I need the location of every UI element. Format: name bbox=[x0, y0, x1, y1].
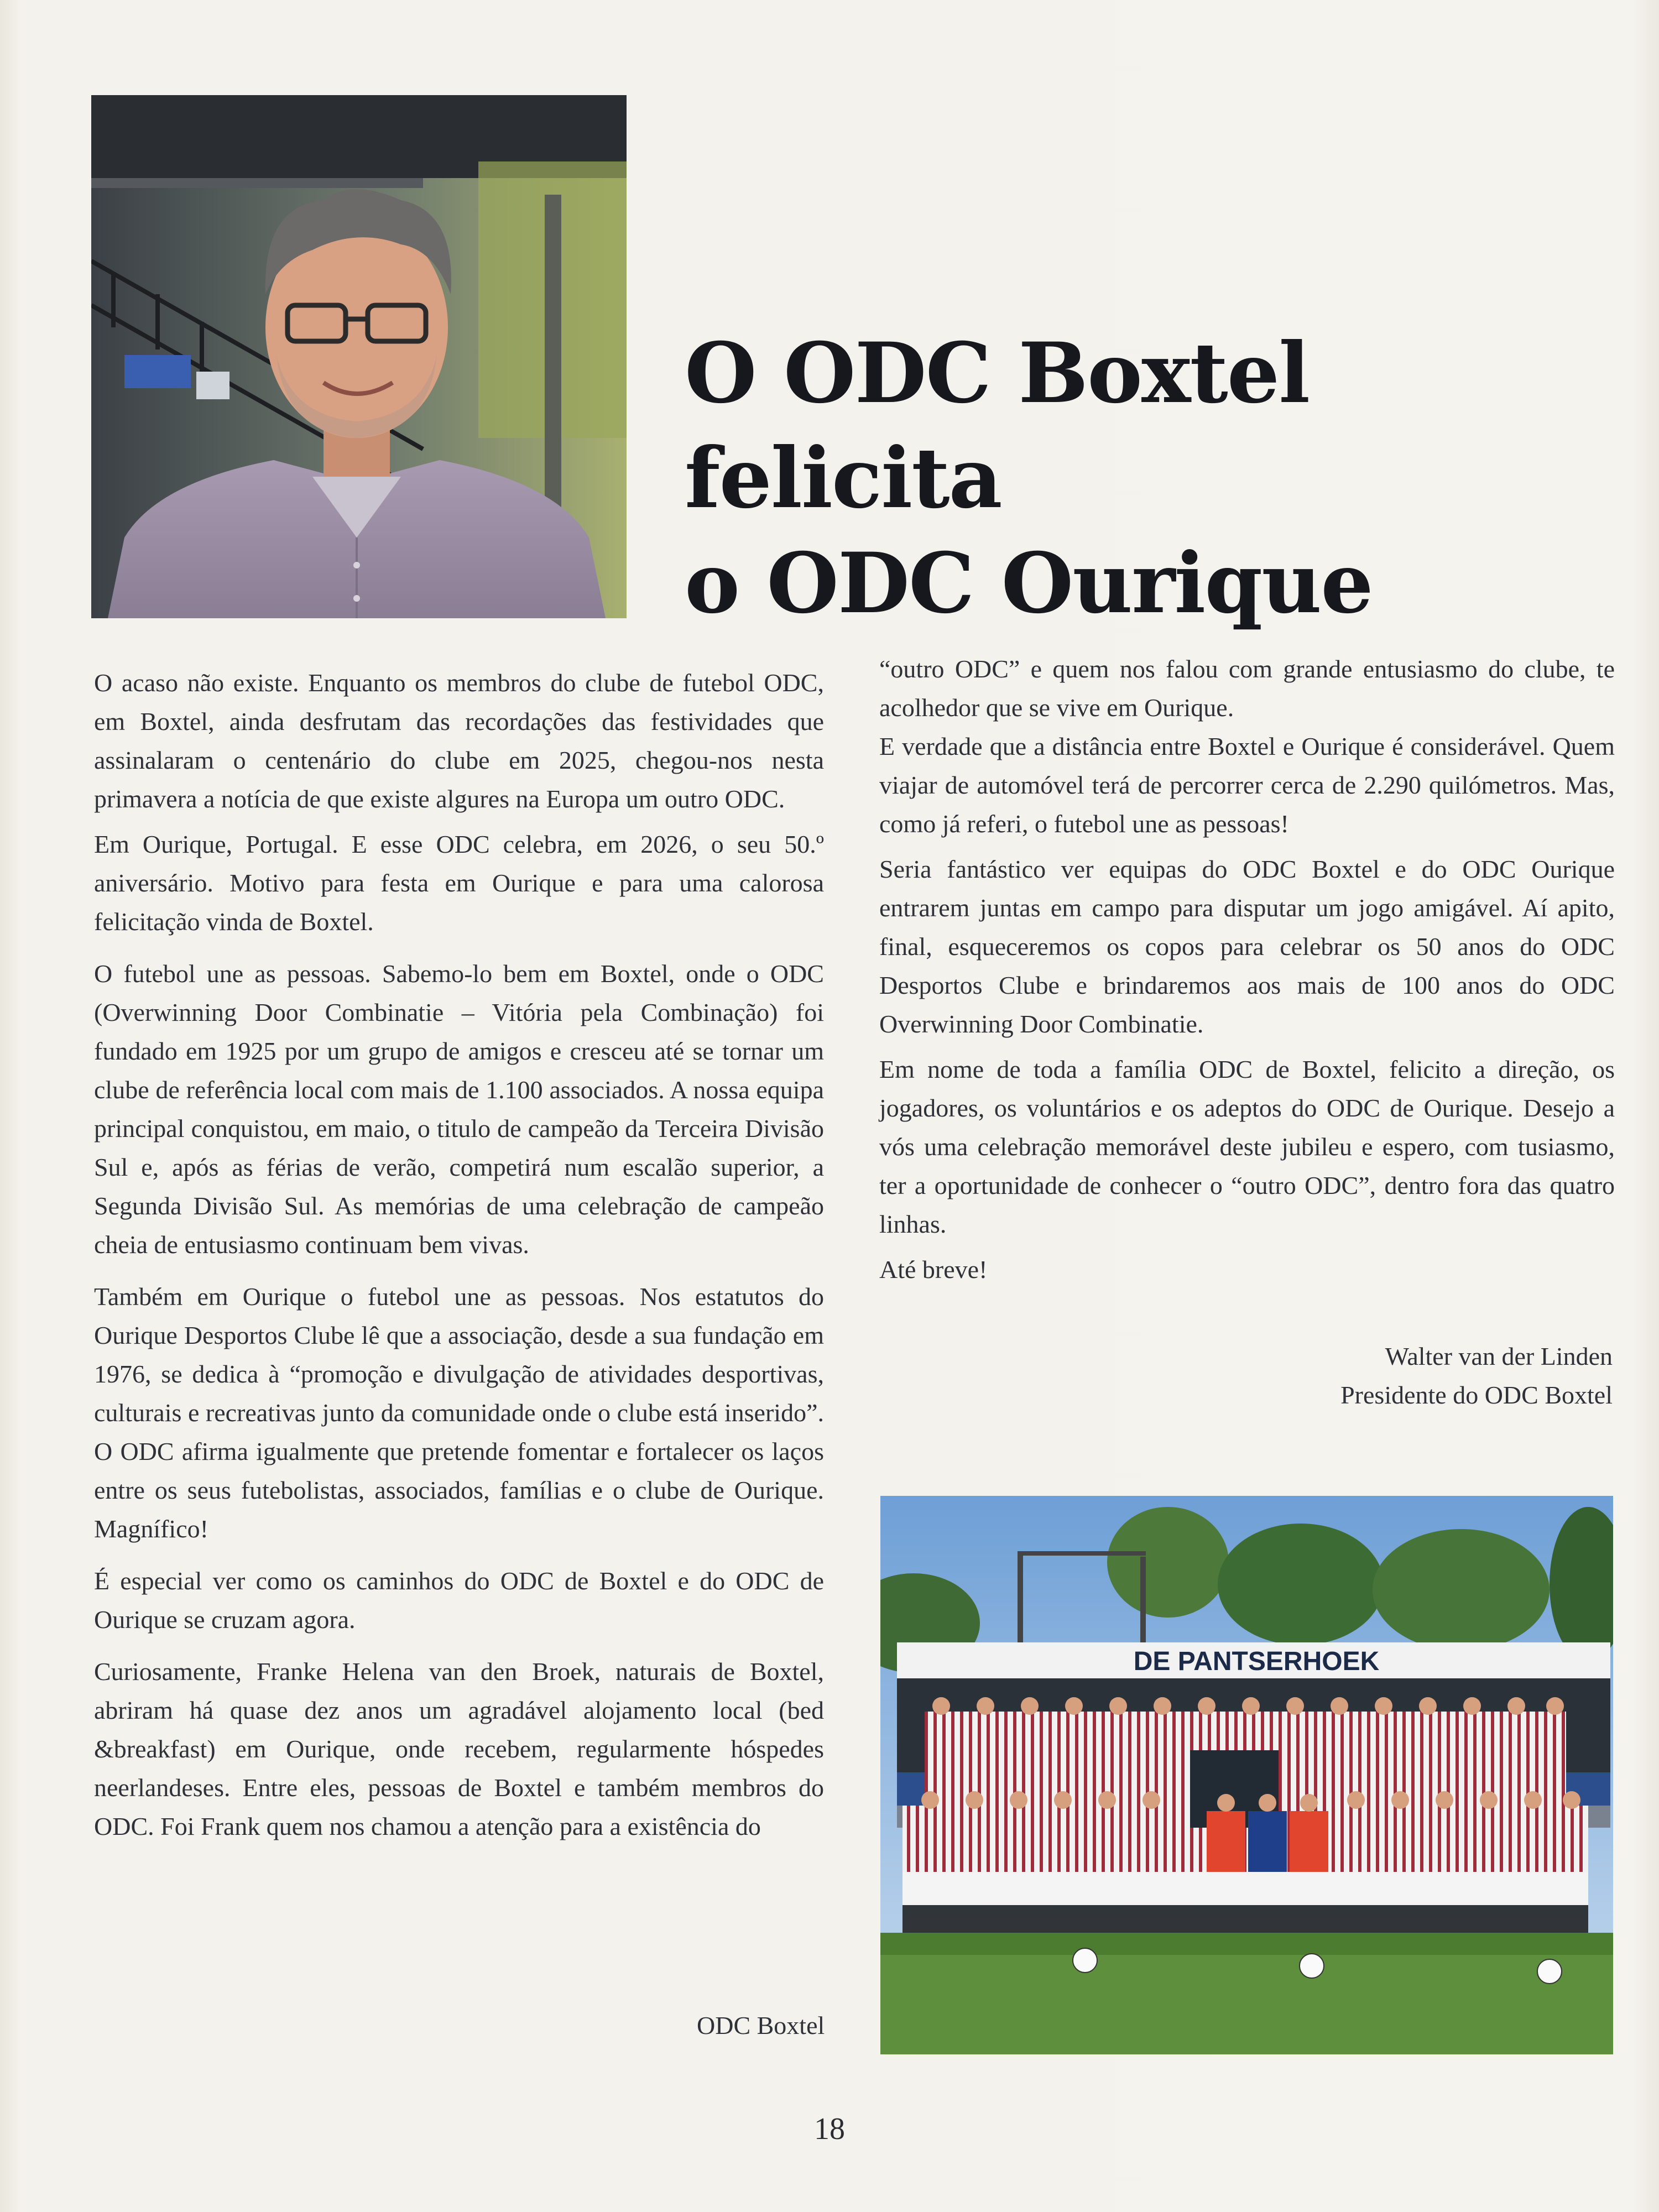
paragraph: Seria fantástico ver equipas do ODC Boxtel e do ODC Ourique entrarem juntas em campo para disputar um jogo amigável. Aí apito, final, esqueceremos os copos para celebrar os 50 anos do ODC Desportos Clube e brindaremos aos mais de 100 anos do ODC Overwinning Door Combinatie. bbox=[879, 855, 1615, 1038]
title-line-1: O ODC Boxtel felicita bbox=[685, 325, 1310, 527]
page-number: 18 bbox=[814, 2112, 845, 2146]
photo-credit: ODC Boxtel bbox=[697, 2011, 825, 2039]
portrait-photo bbox=[91, 95, 627, 618]
left-text-column bbox=[94, 664, 824, 1846]
paragraph: É especial ver como os caminhos do ODC de Boxtel e do ODC de Ourique se cruzam agora. bbox=[94, 1567, 824, 1634]
team-photo bbox=[880, 1496, 1613, 2054]
paragraph: O futebol une as pessoas. Sabemo-lo bem em Boxtel, onde o ODC (Overwinning Door Combinatie – Vitória pela Combinação) foi fundado em 1925 por um grupo de amigos e cresceu até se tornar um clube de referência local com mais de 1.100 associados. A nossa equipa principal conquistou, em maio, o titulo de campeão da Terceira Divisão Sul e, após as férias de verão, competirá num escalão superior, a Segunda Divisão Sul. As memórias de uma celebração de campeão cheia de entusiasmo continuam bem vivas. bbox=[94, 959, 824, 1259]
signature-role: Presidente do ODC Boxtel bbox=[1340, 1381, 1613, 1409]
article-title bbox=[685, 321, 1625, 636]
paragraph: Até breve! bbox=[879, 1255, 988, 1284]
paragraph: Em nome de toda a família ODC de Boxtel, felicito a direção, os jogadores, os voluntários e os adeptos do ODC de Ourique. Desejo a vós uma celebração memorável deste jubileu e espero, com tusiasmo, ter a oportunidade de conhecer o “outro ODC”, dentro fora das quatro linhas. bbox=[879, 1055, 1615, 1238]
paragraph: Curiosamente, Franke Helena van den Broek, naturais de Boxtel, abriram há quase dez anos um agradável alojamento local (bed &breakfast) em Ourique, onde recebem, regularmente hóspedes neerlandeses. Entre eles, pessoas de Boxtel e também membros do ODC. Foi Frank quem nos chamou a atenção para a existência do bbox=[94, 1657, 824, 1840]
paragraph: Em Ourique, Portugal. E esse ODC celebra, em 2026, o seu 50.º aniversário. Motivo para festa em Ourique e para uma calorosa felicitação vinda de Boxtel. bbox=[94, 830, 824, 936]
paragraph: Também em Ourique o futebol une as pessoas. Nos estatutos do Ourique Desportos Clube lê que a associação, desde a sua fundação em 1976, se dedica à “promoção e divulgação de atividades desportivas, culturais e recreativas junto da comunidade onde o clube está inserido”. O ODC afirma igualmente que pretende fomentar e fortalecer os laços entre os seus futebolistas, associados, famílias e o clube de Ourique. Magnífico! bbox=[94, 1282, 824, 1543]
signature-block bbox=[1340, 1337, 1613, 1415]
signature-name: Walter van der Linden bbox=[1385, 1342, 1613, 1370]
right-text-column bbox=[879, 650, 1615, 1289]
title-line-2: o ODC Ourique bbox=[685, 535, 1373, 632]
paragraph: “outro ODC” e quem nos falou com grande entusiasmo do clube, te acolhedor que se vive em Ourique. E verdade que a distância entre Boxtel e Ourique é considerável. Quem viajar de automóvel terá de percorrer cerca de 2.290 quilómetros. Mas, como já referi, o futebol une as pessoas! bbox=[879, 655, 1615, 838]
paragraph: O acaso não existe. Enquanto os membros do clube de futebol ODC, em Boxtel, ainda desfrutam das recordações das festividades que assinalaram o centenário do clube em 2025, chegou-nos nesta primavera a notícia de que existe algures na Europa um outro ODC. bbox=[94, 669, 824, 813]
stadium-sign: DE PANTSERHOEK bbox=[1133, 1647, 1380, 1676]
